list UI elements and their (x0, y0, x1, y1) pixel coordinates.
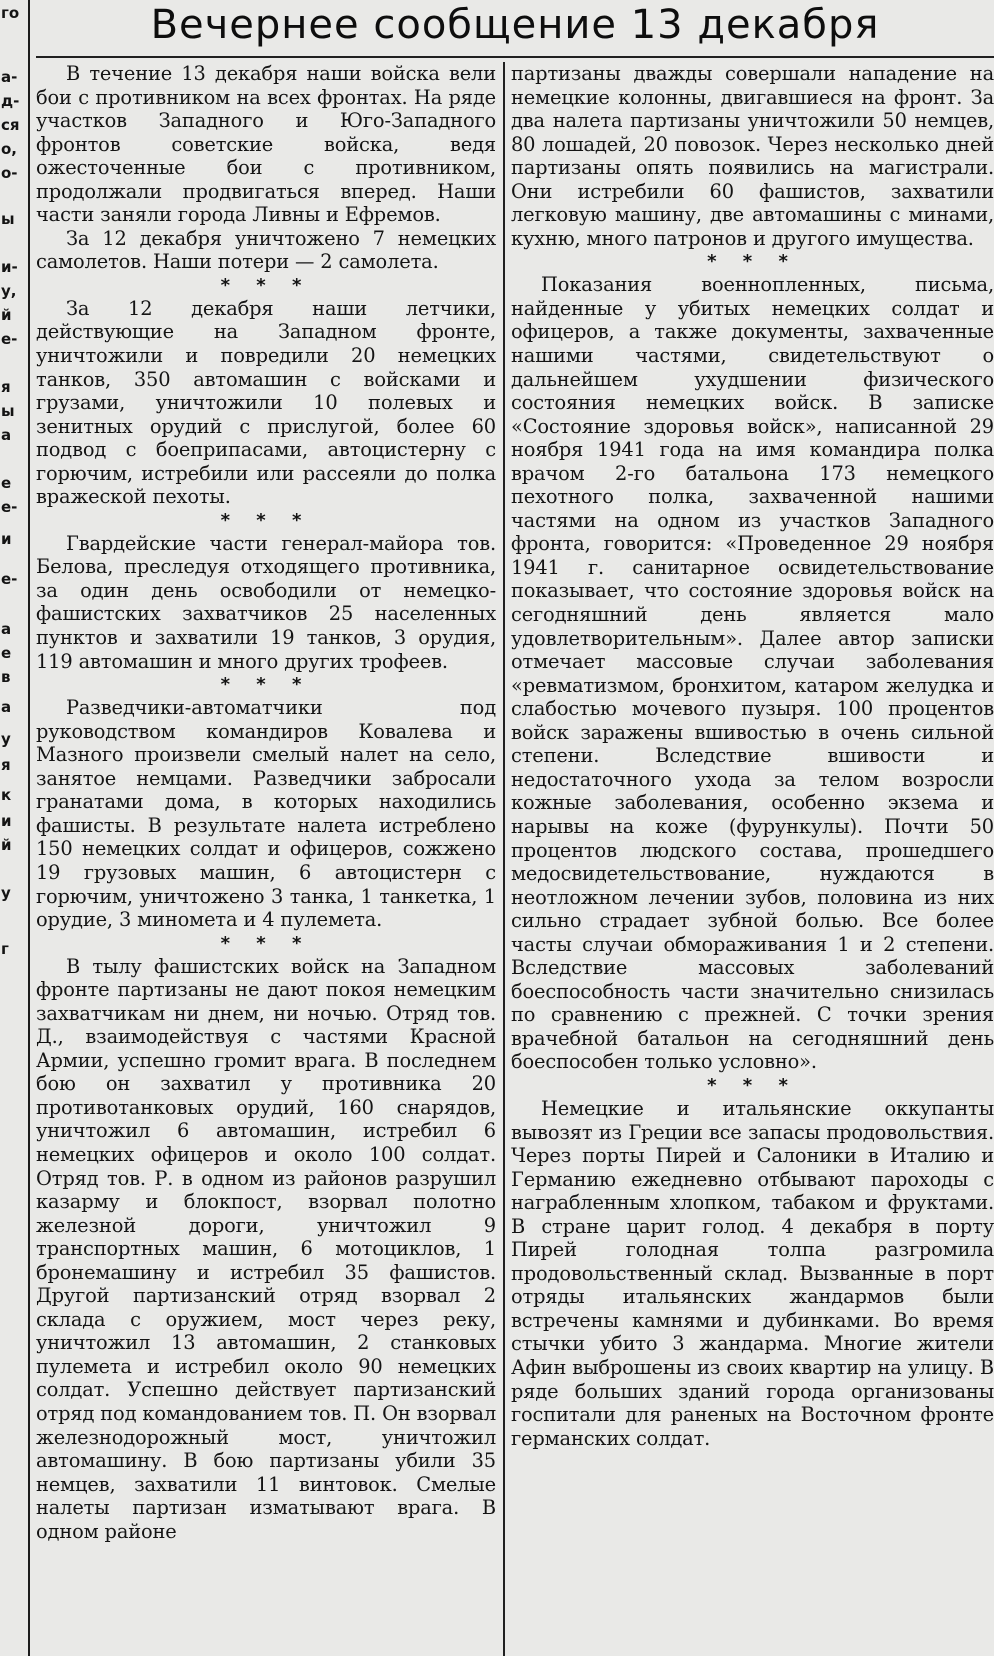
strip-fragment: а- (1, 68, 18, 86)
paragraph: В течение 13 декабря наши войска вели бои с противником на всех фронтах. На ряде участков Западного и Юго-Западного фронтов советские войска, ведя ожесточенные бои с противником, продолжали продвигаться вперед. Наши части заняли города Ливны и Ефремов. (36, 62, 496, 227)
column-divider (503, 62, 505, 1656)
section-separator: * * * (220, 509, 312, 531)
strip-fragment: го (1, 4, 20, 22)
strip-fragment: а (1, 620, 12, 638)
strip-fragment: у (1, 884, 11, 902)
strip-fragment: й (1, 836, 12, 854)
paragraph: В тылу фашистских войск на Западном фронте партизаны не дают покоя немецким захватчикам ни днем, ни ночью. Отряд тов. Д., взаимодействуя с частями Красной Армии, успешно громит врага. В последнем бою он захватил у противника 20 противотанковых орудий, 160 снарядов, уничтожил 6 автомашин, истребил 6 немецких офицеров и около 100 солдат. Отряд тов. Р. в одном из районов разрушил казарму и блокпост, взорвал полотно железной дороги, уничтожил 9 транспортных машин, 6 мотоциклов, 1 бронемашину и истребил 35 фашистов. Другой партизанский отряд взорвал 2 склада с оружием, мост через реку, уничтожил 13 автомашин, 2 станковых пулемета и истребил около 90 немецких солдат. Успешно действует партизанский отряд под командованием тов. П. Он взорвал железнодорожный мост, уничтожил автомашину. В бою партизаны убили 35 немцев, захватили 11 винтовок. Смелые налеты партизан изматывают врага. В одном районе (36, 954, 496, 1543)
strip-fragment: е- (1, 570, 18, 588)
paragraph: партизаны дважды совершали нападение на немецкие колонны, двигавшиеся на фронт. За два налета партизаны уничтожили 50 немцев, 80 лошадей, 20 повозок. Через несколько дней партизаны опять появились на магистрали. Они истребили 60 фашистов, захватили легковую машину, две автомашины с минами, кухню, много патронов и другого имущества. (511, 62, 994, 250)
section-separator: * * * (707, 1074, 798, 1096)
strip-fragment: и (1, 530, 12, 548)
paragraph: Показания военнопленных, письма, найденные у убитых немецких солдат и офицеров, а также документы, захваченные нашими частями, свидетельствуют о дальнейшем ухудшении физического состояния немецких войск. В записке «Состояние здоровья войск», написанной 29 ноября 1941 года на имя командира полка врачом 2-го батальона 173 немецкого пехотного полка, захваченной нашими частями на одном из участков Западного фронта, говорится: «Проведенное 29 ноября 1941 г. санитарное освидетельствование показывает, что состояние здоровья войск на сегодняшний день является мало удовлетворительным». Далее автор записки отмечает массовые случаи заболевания «ревматизмом, бронхитом, катаром желудка и слабостью мочевого пузыря. 100 процентов войск заражены вшивостью в очень сильной степени. Вследствие вшивости и недостаточного ухода за телом возросли кожные заболевания, особенно экзема и нарывы на коже (фурункулы). Почти 50 процентов людского состава, прошедшего медосвидетельствование, нуждаются в неотложном лечении зубов, половина из них сильно страдает зубной болью. Все более часты случаи обмораживания 1 и 2 степени. Вследствие массовых заболеваний боеспособность части значительно снизилась по сравнению с прежней. С точки зрения врачебной батальон на сегодняшний день боеспособен только условно». (511, 273, 994, 1074)
strip-fragment: о, (1, 140, 18, 158)
strip-fragment: ы (1, 210, 15, 228)
strip-fragment: е- (1, 330, 18, 348)
strip-fragment: у, (1, 282, 17, 300)
strip-fragment: у (1, 730, 11, 748)
strip-fragment: я (1, 756, 11, 774)
left-column (36, 62, 496, 1654)
paragraph: За 12 декабря уничтожено 7 немецких самолетов. Наши потери — 2 самолета. (36, 226, 496, 274)
section-separator: * * * (707, 251, 798, 273)
paragraph: Немецкие и итальянские оккупанты вывозят из Греции все запасы продовольствия. Через порты Пирей и Салоники в Италию и Германию ежедневно отбывают пароходы с награбленным хлопком, табаком и фруктами. В стране царит голод. 4 декабря в порту Пирей голодная толпа разгромила продовольственный склад. Вызванные в порт отряды итальянских жандармов были встречены камнями и дубинками. Во время стычки убито 3 жандарма. Многие жители Афин выброшены из своих квартир на улицу. В ряде больших зданий города организованы госпитали для раненых на Восточном фронте германских солдат. (511, 1096, 994, 1450)
strip-fragment: г (1, 940, 9, 958)
column-divider (28, 0, 30, 1656)
article-headline: Вечернее сообщение 13 декабря (150, 2, 880, 48)
section-separator: * * * (220, 274, 312, 296)
strip-fragment: ы (1, 402, 15, 420)
strip-fragment: я (1, 378, 11, 396)
strip-fragment: а (1, 426, 12, 444)
strip-fragment: е (1, 474, 12, 492)
strip-fragment: а (1, 698, 12, 716)
section-separator: * * * (220, 932, 312, 954)
strip-fragment: д- (1, 92, 20, 110)
strip-fragment: и- (1, 258, 18, 276)
strip-fragment: е (1, 644, 12, 662)
strip-fragment: в (1, 668, 11, 686)
strip-fragment: е- (1, 498, 18, 516)
strip-fragment: й (1, 306, 12, 324)
strip-fragment: ся (1, 116, 20, 134)
adjacent-column-fragment (0, 0, 26, 1656)
paragraph: Гвардейские части генерал-майора тов. Белова, преследуя отходящего противника, за один день освободили от немецко-фашистских захватчиков 25 населенных пунктов и захватили 19 танков, 3 орудия, 119 автомашин и много других трофеев. (36, 531, 496, 673)
paragraph: Разведчики-автоматчики под руководством командиров Ковалева и Мазного произвели смелый налет на село, занятое немцами. Разведчики забросали гранатами дома, в которых находились фашисты. В результате налета истреблено 150 немецких солдат и офицеров, сожжено 19 грузовых машин, 6 автоцистерн с горючим, уничтожено 3 танка, 1 танкетка, 1 орудие, 3 миномета и 4 пулемета. (36, 696, 496, 932)
section-separator: * * * (220, 674, 312, 696)
headline-divider (36, 56, 994, 58)
strip-fragment: к (1, 786, 12, 804)
right-column (511, 62, 994, 1654)
strip-fragment: и (1, 812, 12, 830)
paragraph: За 12 декабря наши летчики, действующие на Западном фронте, уничтожили и повредили 20 немецких танков, 350 автомашин с войсками и грузами, уничтожили 10 полевых и зенитных орудий с прислугой, более 60 подвод с боеприпасами, автоцистерну с горючим, истребили или рассеяли до полка вражеской пехоты. (36, 296, 496, 509)
strip-fragment: о- (1, 164, 18, 182)
